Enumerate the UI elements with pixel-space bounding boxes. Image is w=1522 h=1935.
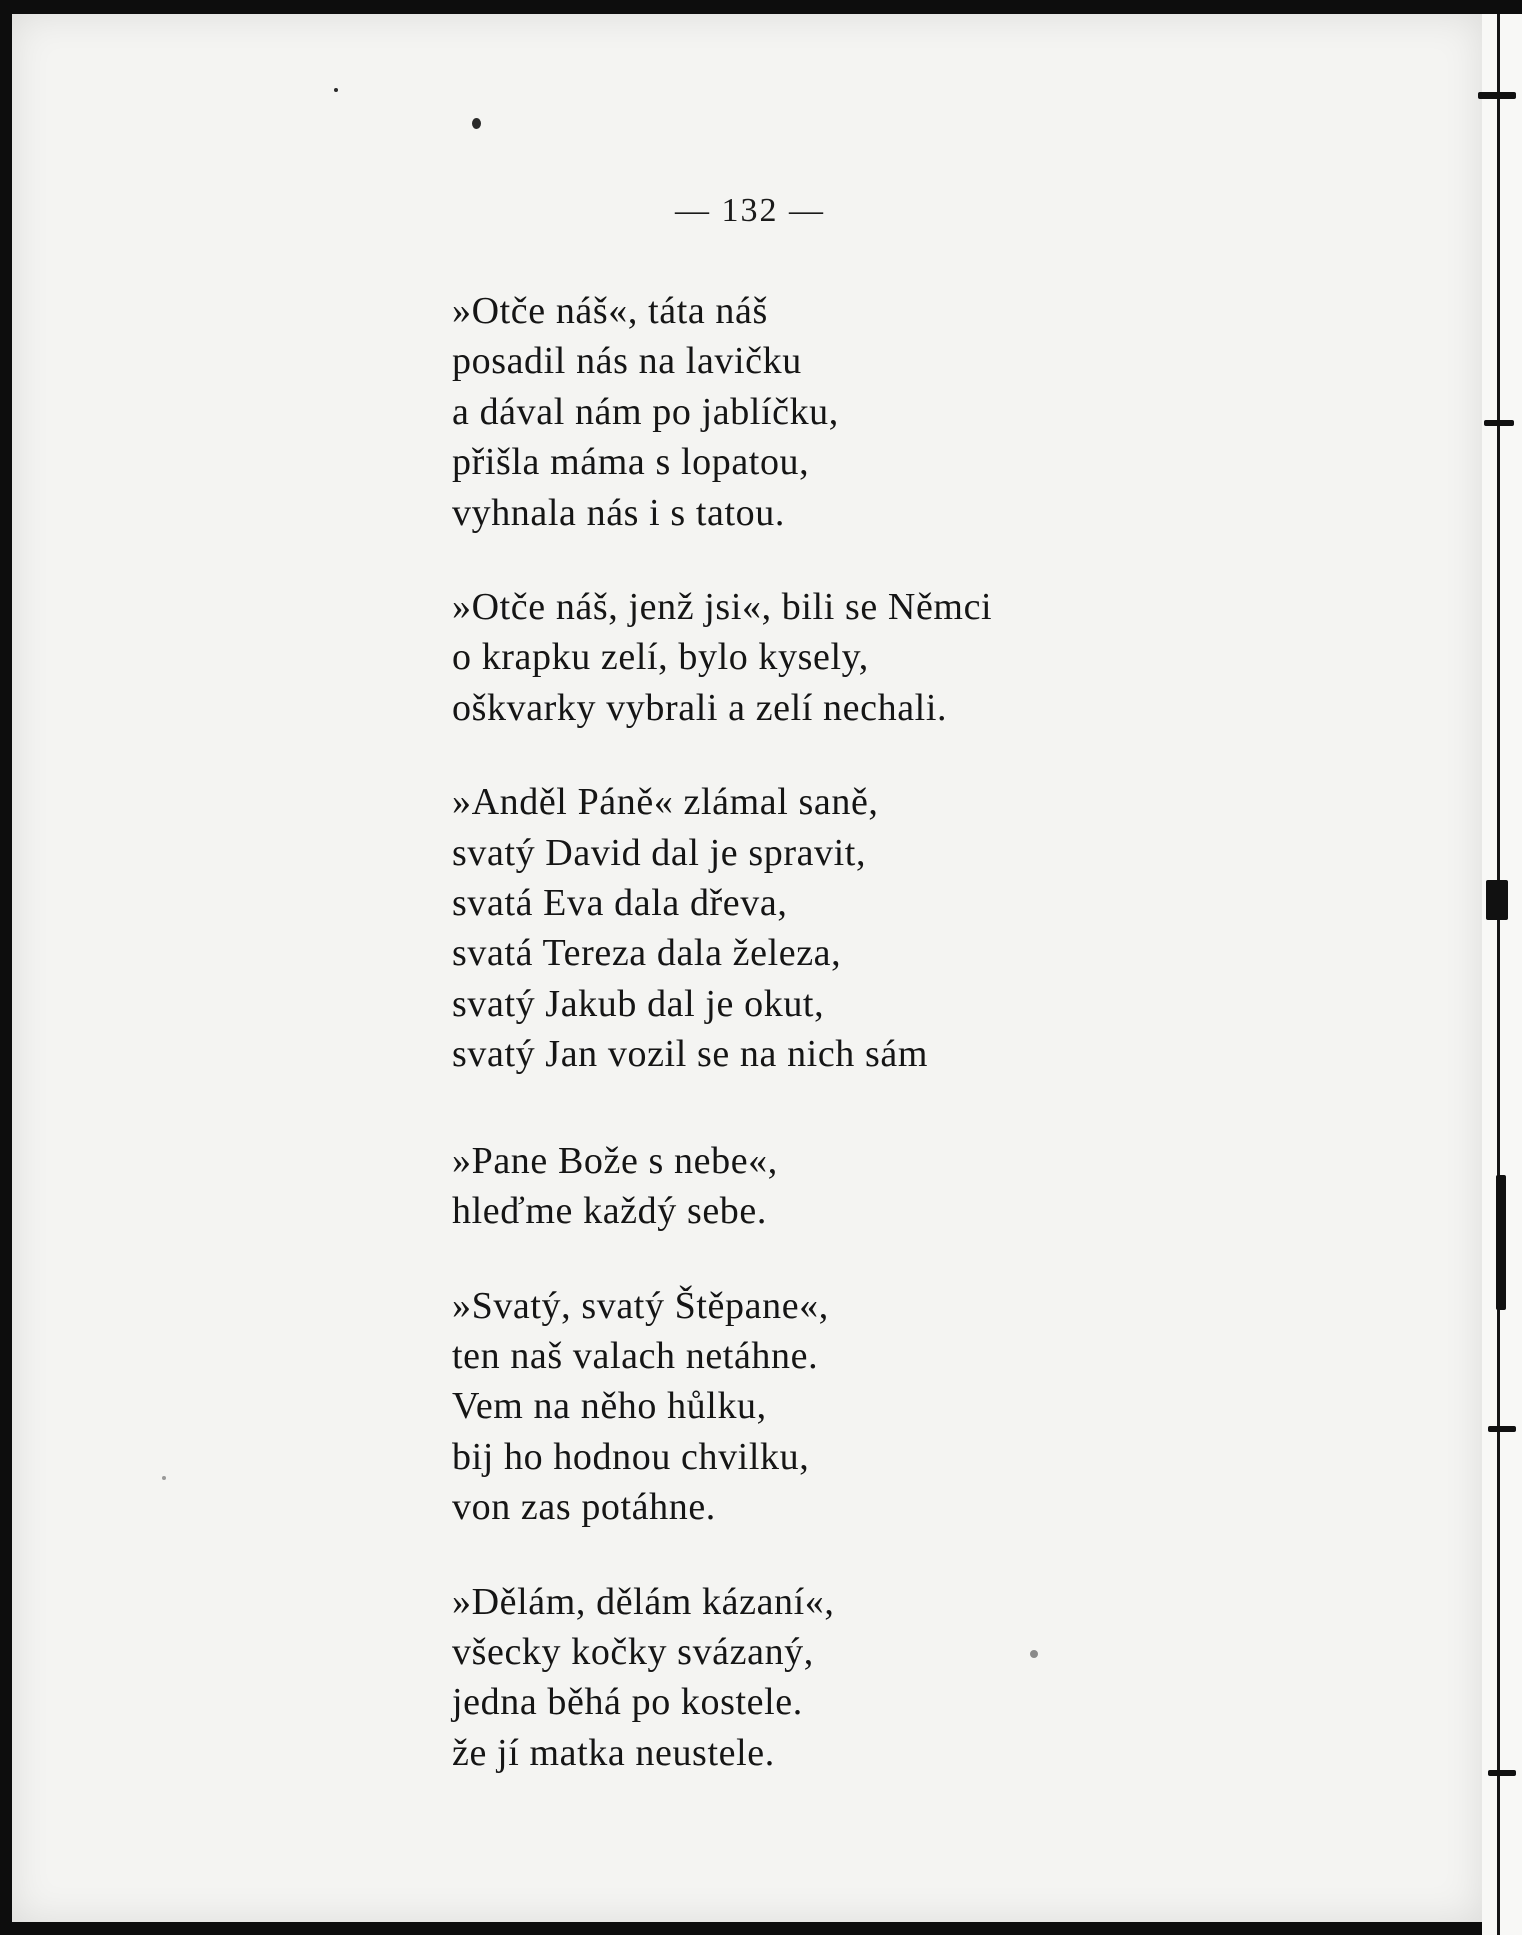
stanza [452,1577,1452,1779]
verse-line: hleďme každý sebe. [452,1190,767,1233]
verse-line: všecky kočky svázaný, [452,1630,814,1673]
stanza [452,1281,1452,1533]
verse-line: jedna běhá po kostele. [452,1681,803,1724]
verse-line: vyhnala nás i s tatou. [452,491,785,534]
verse-line: Vem na něho hůlku, [452,1385,767,1428]
verse-line: že jí matka neustele. [452,1731,775,1774]
verse-line: posadil nás na lavičku [452,340,802,383]
verse-line: oškvarky vybrali a zelí nechali. [452,686,948,729]
verse-line: »Pane Bože s nebe«, [452,1139,778,1182]
edge-mark [1496,1175,1506,1310]
stanza [452,777,1452,1079]
ink-speck [472,118,481,129]
edge-mark [1488,1426,1516,1432]
book-page [12,14,1482,1922]
ink-speck [162,1476,166,1480]
verse-line: »Otče náš«, táta náš [452,290,768,332]
verse-line: a dával nám po jablíčku, [452,390,839,433]
verse-line: ten naš valach netáhne. [452,1334,819,1377]
poem-text [452,286,1452,1822]
verse-line: svatý Jakub dal je okut, [452,982,825,1025]
verse-line: »Anděl Páně« zlámal saně, [452,781,879,824]
verse-line: o krapku zelí, bylo kysely, [452,636,869,679]
verse-line: svatá Tereza dala železa, [452,932,842,975]
binding-edge [1497,14,1500,1935]
verse-line: svatý Jan vozil se na nich sám [452,1033,929,1076]
verse-line: přišla máma s lopatou, [452,441,810,484]
stanza [452,1136,1452,1237]
edge-mark [1478,92,1516,99]
verse-line: »Otče náš, jenž jsi«, bili se Němci [452,586,993,629]
verse-line: bij ho hodnou chvilku, [452,1435,810,1478]
edge-mark [1484,420,1514,426]
stanza [452,582,1452,733]
verse-line: »Svatý, svatý Štěpane«, [452,1284,829,1327]
verse-line: von zas potáhne. [452,1486,716,1529]
stanza [452,286,1452,538]
verse-line: svatý David dal je spravit, [452,831,867,874]
page-number: — 132 — [675,192,825,229]
verse-line: svatá Eva dala dřeva, [452,882,788,925]
ink-speck [334,88,338,92]
verse-line: »Dělám, dělám kázaní«, [452,1580,835,1623]
edge-mark [1488,1770,1516,1776]
edge-mark [1486,880,1508,920]
page-edge [1482,14,1522,1935]
